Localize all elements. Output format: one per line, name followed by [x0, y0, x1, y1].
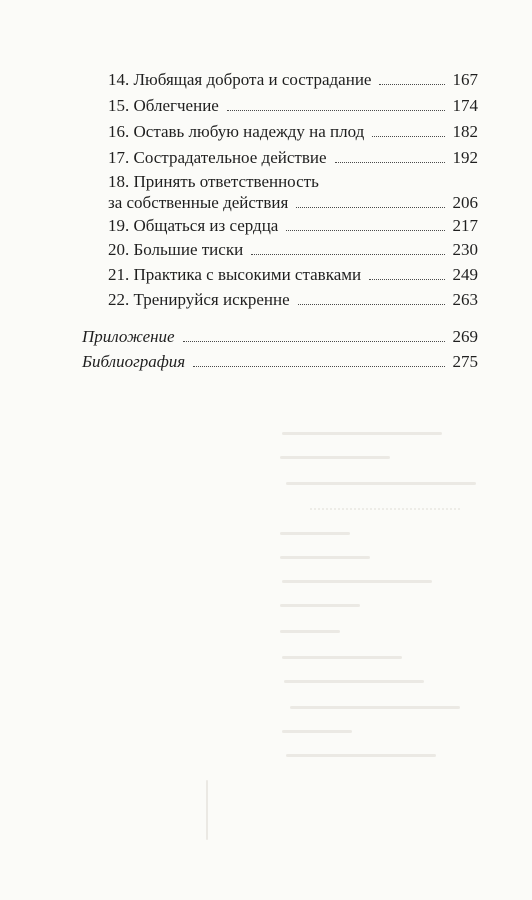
toc-entry-16[interactable] — [108, 120, 478, 144]
show-through-line — [282, 730, 352, 733]
show-through-line — [282, 432, 442, 435]
toc-entry-title: Приложение — [82, 327, 175, 346]
dot-leader — [369, 279, 444, 280]
toc-entry-page: 249 — [452, 265, 478, 284]
show-through-line — [280, 456, 390, 459]
show-through-line — [286, 482, 476, 485]
toc-entry-page: 182 — [452, 122, 478, 141]
toc-entry-bibliography[interactable] — [82, 350, 478, 374]
dot-leader — [227, 110, 445, 111]
show-through-texture — [0, 380, 532, 900]
dot-leader — [335, 162, 445, 163]
show-through-line — [280, 556, 370, 559]
toc-entry-15[interactable] — [108, 94, 478, 118]
show-through-line — [282, 580, 432, 583]
show-through-line — [310, 508, 460, 510]
dot-leader — [379, 84, 444, 85]
show-through-line — [286, 754, 436, 757]
show-through-line — [280, 532, 350, 535]
show-through-mark — [206, 780, 208, 840]
toc-entry-14[interactable] — [108, 68, 478, 92]
toc-entry-22[interactable] — [108, 288, 478, 312]
toc-entry-page: 167 — [452, 70, 478, 89]
toc-entry-appendix[interactable] — [82, 325, 478, 349]
show-through-line — [284, 680, 424, 683]
toc-entry-title-continued: за собственные действия — [108, 193, 289, 212]
toc-entry-page: 230 — [452, 240, 478, 259]
toc-entry-21[interactable] — [108, 263, 478, 287]
dot-leader — [251, 254, 444, 255]
dot-leader — [296, 207, 444, 208]
toc-entry-page: 275 — [452, 352, 478, 371]
toc-entry-page: 269 — [452, 327, 478, 346]
toc-entry-17[interactable] — [108, 146, 478, 170]
toc-entry-page: 206 — [452, 193, 478, 212]
toc-entry-page: 192 — [452, 148, 478, 167]
toc-entry-title: 19. Общаться из сердца — [108, 216, 279, 235]
toc-entry-title: 18. Принять ответственность — [108, 172, 319, 191]
toc-entry-title: 22. Тренируйся искренне — [108, 290, 290, 309]
toc-entry-title: 21. Практика с высокими ставками — [108, 265, 362, 284]
toc-entry-19[interactable] — [108, 214, 478, 238]
toc-entry-title: Библиография — [82, 352, 186, 371]
toc-entry-page: 217 — [452, 216, 478, 235]
dot-leader — [372, 136, 444, 137]
dot-leader — [183, 341, 445, 342]
dot-leader — [298, 304, 445, 305]
toc-entry-title: 16. Оставь любую надежду на плод — [108, 122, 365, 141]
show-through-line — [282, 656, 402, 659]
show-through-line — [280, 604, 360, 607]
toc-entry-page: 263 — [452, 290, 478, 309]
dot-leader — [286, 230, 444, 231]
show-through-line — [280, 630, 340, 633]
toc-entry-20[interactable] — [108, 238, 478, 262]
toc-entry-title: 20. Большие тиски — [108, 240, 244, 259]
dot-leader — [193, 366, 444, 367]
toc-entry-page: 174 — [452, 96, 478, 115]
toc-entry-18[interactable] — [108, 191, 478, 215]
toc-entry-title: 15. Облегчение — [108, 96, 219, 115]
toc-entry-title: 14. Любящая доброта и сострадание — [108, 70, 372, 89]
show-through-line — [290, 706, 460, 709]
toc-entry-title: 17. Сострадательное действие — [108, 148, 327, 167]
